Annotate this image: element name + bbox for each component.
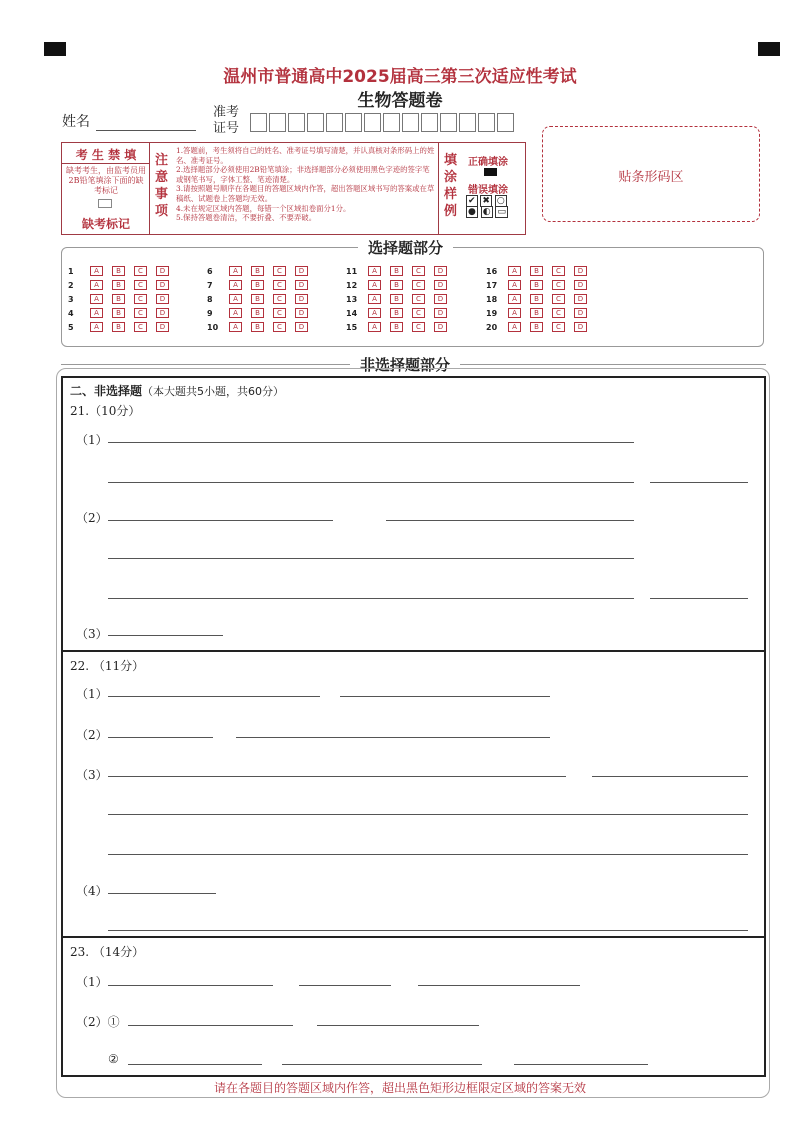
answer-line[interactable] — [108, 776, 566, 777]
mcq-option-bubble[interactable]: C — [273, 308, 286, 318]
mcq-question-row — [486, 306, 596, 320]
answer-line[interactable] — [108, 814, 748, 815]
mcq-option-bubble[interactable]: C — [273, 322, 286, 332]
mcq-option-bubble[interactable]: D — [295, 294, 308, 304]
mcq-option-bubble[interactable]: B — [112, 308, 125, 318]
mcq-option-bubble[interactable]: C — [412, 280, 425, 290]
mcq-option-bubble[interactable]: D — [574, 280, 587, 290]
mcq-question-number: 12 — [346, 280, 358, 290]
mcq-question-row — [486, 264, 596, 278]
mcq-option-bubble[interactable]: C — [273, 280, 286, 290]
mcq-question-number: 15 — [346, 322, 358, 332]
answer-line[interactable] — [128, 1025, 293, 1026]
alignment-mark-left — [44, 42, 66, 56]
answer-line[interactable] — [108, 558, 634, 559]
mcq-question-number: 10 — [207, 322, 219, 332]
mcq-question-row — [346, 292, 456, 306]
q21-part1-label: （1） — [76, 433, 108, 447]
mcq-question-row — [207, 264, 317, 278]
mcq-question-row — [486, 292, 596, 306]
barcode-label: 贴条形码区 — [618, 170, 684, 185]
mcq-option-bubble[interactable]: B — [390, 322, 403, 332]
note-item: 1.答题前，考生须将自己的姓名、准考证号填写清楚，并认真核对条形码上的姓名、准考证号。 — [176, 146, 435, 165]
mcq-option-bubble[interactable]: C — [412, 322, 425, 332]
mcq-question-row — [346, 306, 456, 320]
mcq-option-bubble[interactable]: A — [368, 308, 381, 318]
mcq-question-row — [486, 278, 596, 292]
q22-part4-label: （4） — [76, 884, 108, 898]
mcq-option-bubble[interactable]: D — [574, 308, 587, 318]
answer-line[interactable] — [418, 985, 580, 986]
correct-fill-sample — [484, 168, 497, 176]
mcq-question-number: 19 — [486, 308, 498, 318]
absence-mark-box[interactable] — [98, 199, 112, 208]
mcq-question-number: 20 — [486, 322, 498, 332]
mcq-question-row — [207, 292, 317, 306]
mcq-option-bubble[interactable]: A — [229, 322, 242, 332]
mcq-option-bubble[interactable]: D — [434, 294, 447, 304]
mcq-option-bubble[interactable]: C — [134, 322, 147, 332]
mcq-question-number: 16 — [486, 266, 498, 276]
mcq-option-bubble[interactable]: D — [434, 322, 447, 332]
q22-part3-label: （3） — [76, 768, 108, 782]
notes-side-label: 注意事项 — [155, 153, 169, 219]
nonmcq-heading — [70, 382, 284, 399]
mcq-option-bubble[interactable]: C — [412, 294, 425, 304]
mcq-question-row — [207, 278, 317, 292]
mcq-option-bubble[interactable]: B — [530, 280, 543, 290]
name-field[interactable] — [96, 130, 196, 131]
mcq-option-bubble[interactable]: D — [574, 266, 587, 276]
mcq-option-bubble[interactable]: C — [552, 294, 565, 304]
answer-line[interactable] — [386, 520, 634, 521]
mcq-question-number: 8 — [207, 294, 213, 304]
mcq-option-bubble[interactable]: B — [530, 294, 543, 304]
mcq-question-number: 5 — [68, 322, 74, 332]
mcq-section-title: 选择题部分 — [358, 237, 453, 258]
q22-part2-label: （2） — [76, 728, 108, 742]
mcq-option-bubble[interactable]: A — [90, 322, 103, 332]
mcq-option-bubble[interactable]: C — [134, 294, 147, 304]
mcq-option-bubble[interactable]: B — [112, 280, 125, 290]
mcq-question-number: 17 — [486, 280, 498, 290]
mcq-option-bubble[interactable]: A — [368, 280, 381, 290]
mcq-question-row — [207, 306, 317, 320]
mcq-question-row — [486, 320, 596, 334]
paper-subtitle: 生物答题卷 — [357, 91, 443, 111]
mcq-option-bubble[interactable]: B — [530, 308, 543, 318]
mcq-question-number: 14 — [346, 308, 358, 318]
mcq-option-bubble[interactable]: A — [90, 280, 103, 290]
correct-fill-label: 正确填涂 — [468, 157, 508, 168]
answer-line[interactable] — [108, 520, 333, 521]
mcq-option-bubble[interactable]: A — [90, 294, 103, 304]
note-item: 5.保持答题卷清洁，不要折叠、不要弄破。 — [176, 213, 317, 223]
answer-line[interactable] — [108, 737, 213, 738]
mcq-option-bubble[interactable]: A — [90, 266, 103, 276]
answer-line[interactable] — [108, 635, 223, 636]
mcq-option-bubble[interactable]: D — [434, 266, 447, 276]
alignment-mark-right — [758, 42, 780, 56]
q21-part3-label: （3） — [76, 627, 108, 641]
answer-line[interactable] — [108, 442, 634, 443]
q21-part2-label: （2） — [76, 511, 108, 525]
answer-line[interactable] — [650, 598, 748, 599]
mcq-option-bubble[interactable]: B — [251, 294, 264, 304]
mcq-option-bubble[interactable]: A — [508, 308, 521, 318]
mcq-question-number: 1 — [68, 266, 74, 276]
mcq-question-row — [68, 292, 178, 306]
answer-line[interactable] — [340, 696, 550, 697]
answer-line[interactable] — [108, 893, 216, 894]
mcq-question-number: 3 — [68, 294, 74, 304]
mcq-option-bubble[interactable]: C — [134, 280, 147, 290]
mcq-option-bubble[interactable]: D — [434, 308, 447, 318]
mcq-option-bubble[interactable]: C — [552, 280, 565, 290]
question-21-label: 21.（10分） — [70, 404, 141, 418]
q23-part1-label: （1） — [76, 975, 108, 989]
mcq-question-number: 9 — [207, 308, 213, 318]
mcq-option-bubble[interactable]: A — [368, 322, 381, 332]
mcq-option-bubble[interactable]: B — [112, 266, 125, 276]
mcq-option-bubble[interactable]: D — [295, 322, 308, 332]
mcq-question-row — [68, 264, 178, 278]
answer-line[interactable] — [128, 1064, 262, 1065]
mcq-option-bubble[interactable]: C — [552, 322, 565, 332]
question-22-label: 22. （11分） — [70, 659, 145, 673]
id-label-bottom: 证号 — [213, 121, 240, 136]
mcq-option-bubble[interactable]: D — [295, 266, 308, 276]
mcq-option-bubble[interactable]: C — [134, 266, 147, 276]
mcq-option-bubble[interactable]: C — [412, 308, 425, 318]
nonmcq-heading-text: 二、非选择题 — [70, 384, 143, 398]
mcq-option-bubble[interactable]: D — [156, 266, 169, 276]
wrong-fill-samples: ✔ ✖ ○ ● ◐ ▭ — [468, 196, 506, 217]
mcq-option-bubble[interactable]: A — [508, 294, 521, 304]
mcq-option-bubble[interactable]: B — [390, 266, 403, 276]
mcq-question-row — [68, 278, 178, 292]
q22-part1-label: （1） — [76, 687, 108, 701]
answer-line[interactable] — [317, 1025, 479, 1026]
fill-sample-side-label: 填涂样例 — [444, 153, 458, 219]
mcq-option-bubble[interactable]: D — [434, 280, 447, 290]
mcq-option-bubble[interactable]: A — [229, 280, 242, 290]
ban-box-footer: 缺考标记 — [81, 217, 130, 231]
answer-line[interactable] — [514, 1064, 648, 1065]
mcq-option-bubble[interactable]: B — [251, 266, 264, 276]
mcq-option-bubble[interactable]: D — [156, 322, 169, 332]
mcq-option-bubble[interactable]: C — [412, 266, 425, 276]
mcq-option-bubble[interactable]: B — [390, 294, 403, 304]
footer-warning: 请在各题目的答题区域内作答，超出黑色矩形边框限定区域的答案无效 — [213, 1081, 586, 1095]
mcq-question-row — [68, 320, 178, 334]
ban-box-title: 考 生 禁 填 — [75, 148, 137, 162]
mcq-option-bubble[interactable]: A — [508, 266, 521, 276]
answer-line[interactable] — [108, 930, 748, 931]
mcq-question-row — [207, 320, 317, 334]
mcq-question-number: 7 — [207, 280, 213, 290]
answer-line[interactable] — [236, 737, 550, 738]
mcq-option-bubble[interactable]: B — [530, 322, 543, 332]
answer-line[interactable] — [108, 482, 634, 483]
nonmcq-heading-note: （本大题共5小题，共60分） — [142, 385, 285, 398]
mcq-option-bubble[interactable]: A — [508, 322, 521, 332]
mcq-option-bubble[interactable]: C — [273, 294, 286, 304]
mcq-option-bubble[interactable]: B — [251, 280, 264, 290]
mcq-question-number: 2 — [68, 280, 74, 290]
exam-title: 温州市普通高中2025届高三第三次适应性考试 — [223, 67, 577, 87]
ban-box-text: 缺考考生，由监考员用2B铅笔填涂下面的缺考标记 — [66, 166, 146, 195]
mcq-question-number: 18 — [486, 294, 498, 304]
mcq-option-bubble[interactable]: D — [156, 308, 169, 318]
answer-line[interactable] — [108, 696, 320, 697]
mcq-option-bubble[interactable]: A — [229, 266, 242, 276]
notes-list — [176, 146, 436, 223]
mcq-option-bubble[interactable]: C — [273, 266, 286, 276]
question-23-label: 23. （14分） — [70, 945, 145, 959]
mcq-option-bubble[interactable]: B — [530, 266, 543, 276]
mcq-option-bubble[interactable]: A — [90, 308, 103, 318]
mcq-option-bubble[interactable]: A — [229, 294, 242, 304]
mcq-option-bubble[interactable]: C — [134, 308, 147, 318]
answer-line[interactable] — [108, 854, 748, 855]
mcq-option-bubble[interactable]: B — [390, 308, 403, 318]
answer-line[interactable] — [592, 776, 748, 777]
answer-line[interactable] — [108, 598, 634, 599]
mcq-option-bubble[interactable]: B — [390, 280, 403, 290]
mcq-option-bubble[interactable]: A — [368, 266, 381, 276]
mcq-option-bubble[interactable]: B — [251, 308, 264, 318]
mcq-option-bubble[interactable]: D — [574, 322, 587, 332]
answer-line[interactable] — [108, 985, 273, 986]
name-label: 姓名 — [62, 114, 90, 130]
mcq-option-bubble[interactable]: D — [574, 294, 587, 304]
nonmcq-section-title: 非选择题部分 — [350, 354, 460, 375]
mcq-question-number: 4 — [68, 308, 74, 318]
note-item: 2.选择题部分必须使用2B铅笔填涂；非选择题部分必须使用黑色字迹的签字笔或钢笔书写，字体工整、笔迹清楚。 — [176, 165, 430, 184]
mcq-question-row — [346, 320, 456, 334]
mcq-question-row — [346, 264, 456, 278]
answer-line[interactable] — [299, 985, 391, 986]
mcq-option-bubble[interactable]: A — [368, 294, 381, 304]
mcq-option-bubble[interactable]: D — [156, 294, 169, 304]
mcq-option-bubble[interactable]: B — [112, 322, 125, 332]
mcq-question-row — [68, 306, 178, 320]
mcq-question-number: 11 — [346, 266, 358, 276]
mcq-question-number: 13 — [346, 294, 358, 304]
note-item: 3.请按照题号顺序在各题目的答题区域内作答，超出答题区域书写的答案或在草稿纸、试题卷上答题均无效。 — [176, 184, 435, 203]
note-item: 4.未在规定区域内答题，每错一个区域扣卷面分1分。 — [176, 203, 351, 213]
mcq-option-bubble[interactable]: D — [156, 280, 169, 290]
answer-line[interactable] — [650, 482, 748, 483]
mcq-question-number: 6 — [207, 266, 213, 276]
mcq-question-row — [346, 278, 456, 292]
q23-part2-sub2-label: ② — [108, 1052, 119, 1066]
id-number-grid[interactable] — [250, 113, 516, 136]
wrong-fill-label: 错误填涂 — [468, 185, 508, 196]
mcq-option-bubble[interactable]: A — [508, 280, 521, 290]
mcq-option-bubble[interactable]: C — [552, 266, 565, 276]
mcq-option-bubble[interactable]: D — [295, 280, 308, 290]
id-label-top: 准考 — [213, 105, 240, 120]
mcq-option-bubble[interactable]: B — [112, 294, 125, 304]
mcq-option-bubble[interactable]: D — [295, 308, 308, 318]
q23-part2-label: （2）① — [76, 1015, 120, 1029]
answer-line[interactable] — [282, 1064, 482, 1065]
mcq-option-bubble[interactable]: A — [229, 308, 242, 318]
mcq-option-bubble[interactable]: B — [251, 322, 264, 332]
mcq-option-bubble[interactable]: C — [552, 308, 565, 318]
